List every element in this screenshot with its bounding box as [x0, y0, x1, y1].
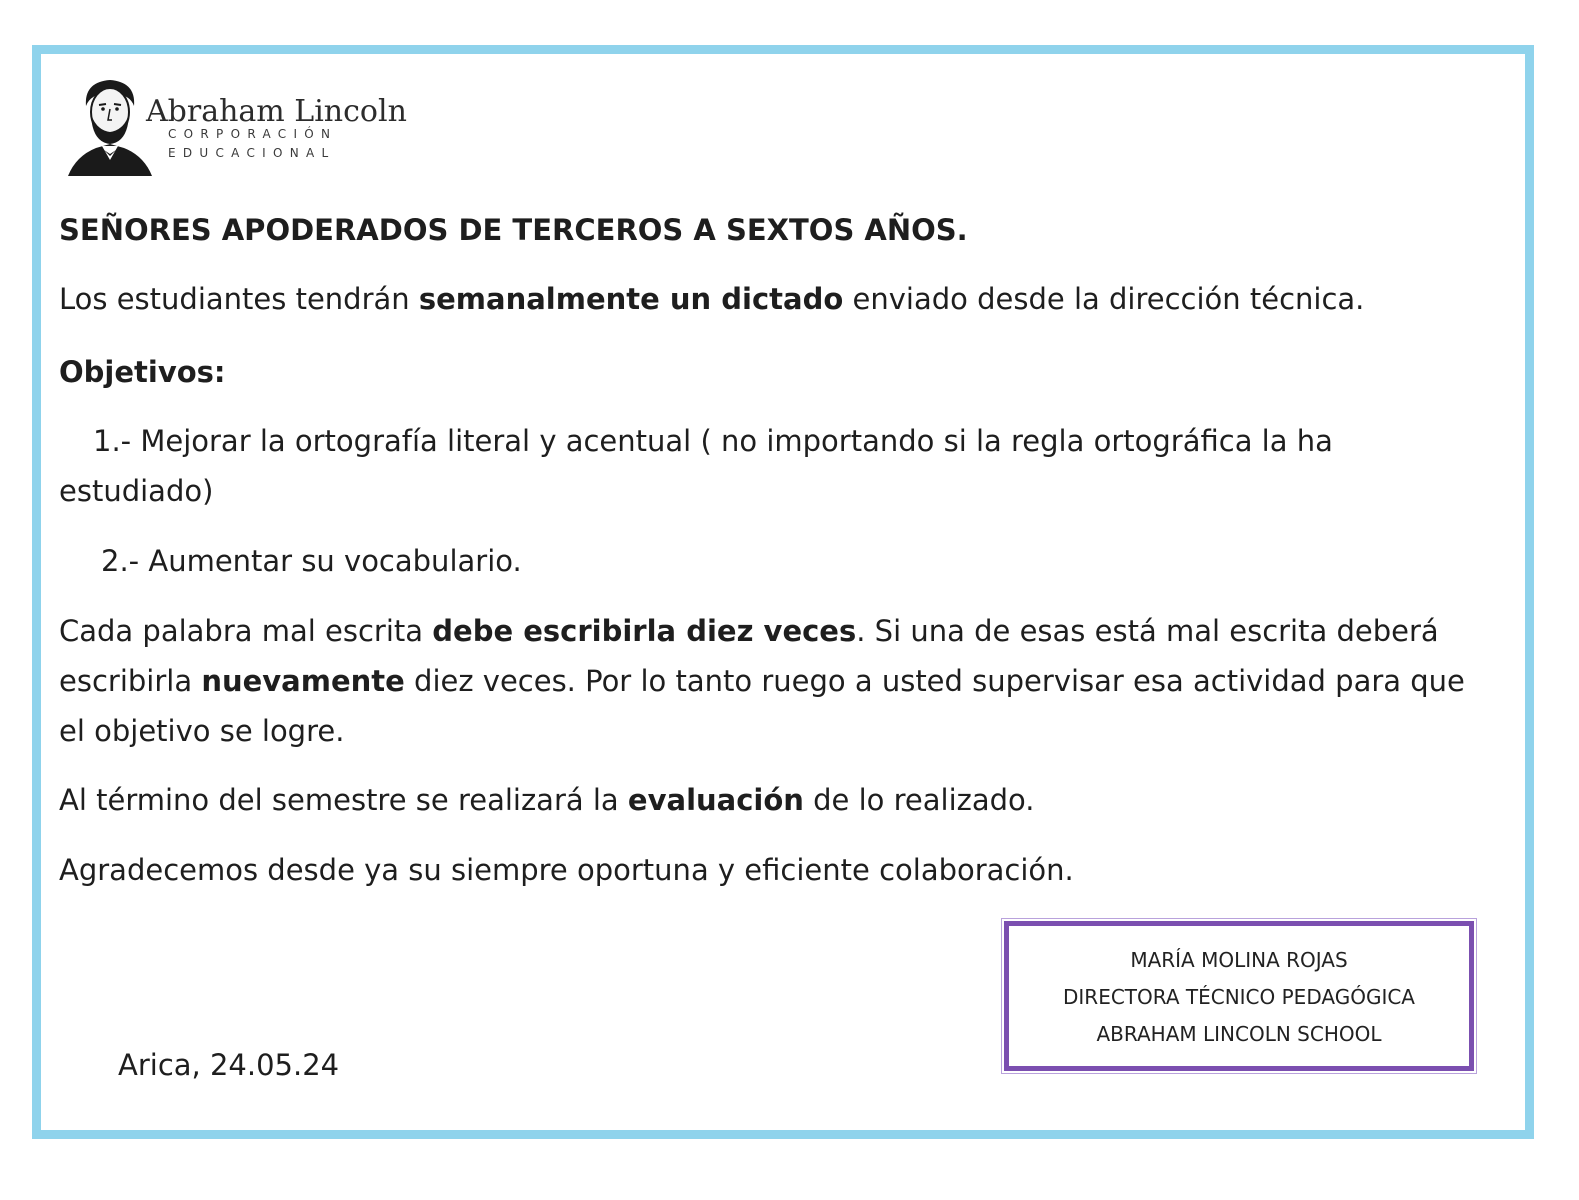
paragraph-text: Los estudiantes tendrán	[59, 282, 419, 316]
logo-name: Abraham Lincoln	[146, 94, 407, 129]
paragraph-text: . Si una de esas está mal escrita deberá	[856, 614, 1439, 648]
stamp-name: MARÍA MOLINA ROJAS	[1130, 948, 1348, 972]
paragraph-emphasis: debe escribirla diez veces	[432, 614, 857, 648]
objective-1-line-1: 1.- Mejorar la ortografía literal y acentual ( no importando si la regla ortográfica la ha	[93, 424, 1333, 458]
paragraph-instructions-line-3: el objetivo se logre.	[59, 714, 345, 748]
logo-subtitle-1: CORPORACIÓN	[168, 127, 338, 141]
objective-1-line-2: estudiado)	[59, 474, 214, 508]
paragraph-emphasis: evaluación	[627, 783, 804, 817]
signature-stamp	[1004, 921, 1474, 1071]
paragraph-emphasis: semanalmente un dictado	[418, 282, 844, 316]
paragraph-text: Cada palabra mal escrita	[59, 614, 433, 648]
paragraph-instructions-line-2	[59, 656, 1465, 706]
paragraph-thanks: Agradecemos desde ya su siempre oportuna y eficiente colaboración.	[59, 853, 1074, 887]
paragraph-text: de lo realizado.	[803, 783, 1035, 817]
paragraph-text: Al término del semestre se realizará la	[59, 783, 628, 817]
stamp-school: ABRAHAM LINCOLN SCHOOL	[1096, 1022, 1382, 1046]
letter-date: Arica, 24.05.24	[118, 1048, 340, 1082]
logo-subtitle-2: EDUCACIONAL	[168, 146, 336, 160]
paragraph-instructions-line-1	[59, 606, 1439, 656]
paragraph-text: escribirla	[59, 664, 202, 698]
objectives-title: Objetivos:	[59, 355, 226, 389]
paragraph-text: diez veces. Por lo tanto ruego a usted supervisar esa actividad para que	[404, 664, 1465, 698]
letter-heading: SEÑORES APODERADOS DE TERCEROS A SEXTOS AÑOS.	[59, 213, 968, 247]
paragraph-evaluation	[59, 775, 1035, 825]
paragraph-text: enviado desde la dirección técnica.	[843, 282, 1365, 316]
stamp-title: DIRECTORA TÉCNICO PEDAGÓGICA	[1063, 985, 1415, 1009]
objective-2: 2.- Aumentar su vocabulario.	[101, 544, 522, 578]
paragraph-emphasis: nuevamente	[201, 664, 405, 698]
paragraph-dictation	[59, 274, 1364, 324]
